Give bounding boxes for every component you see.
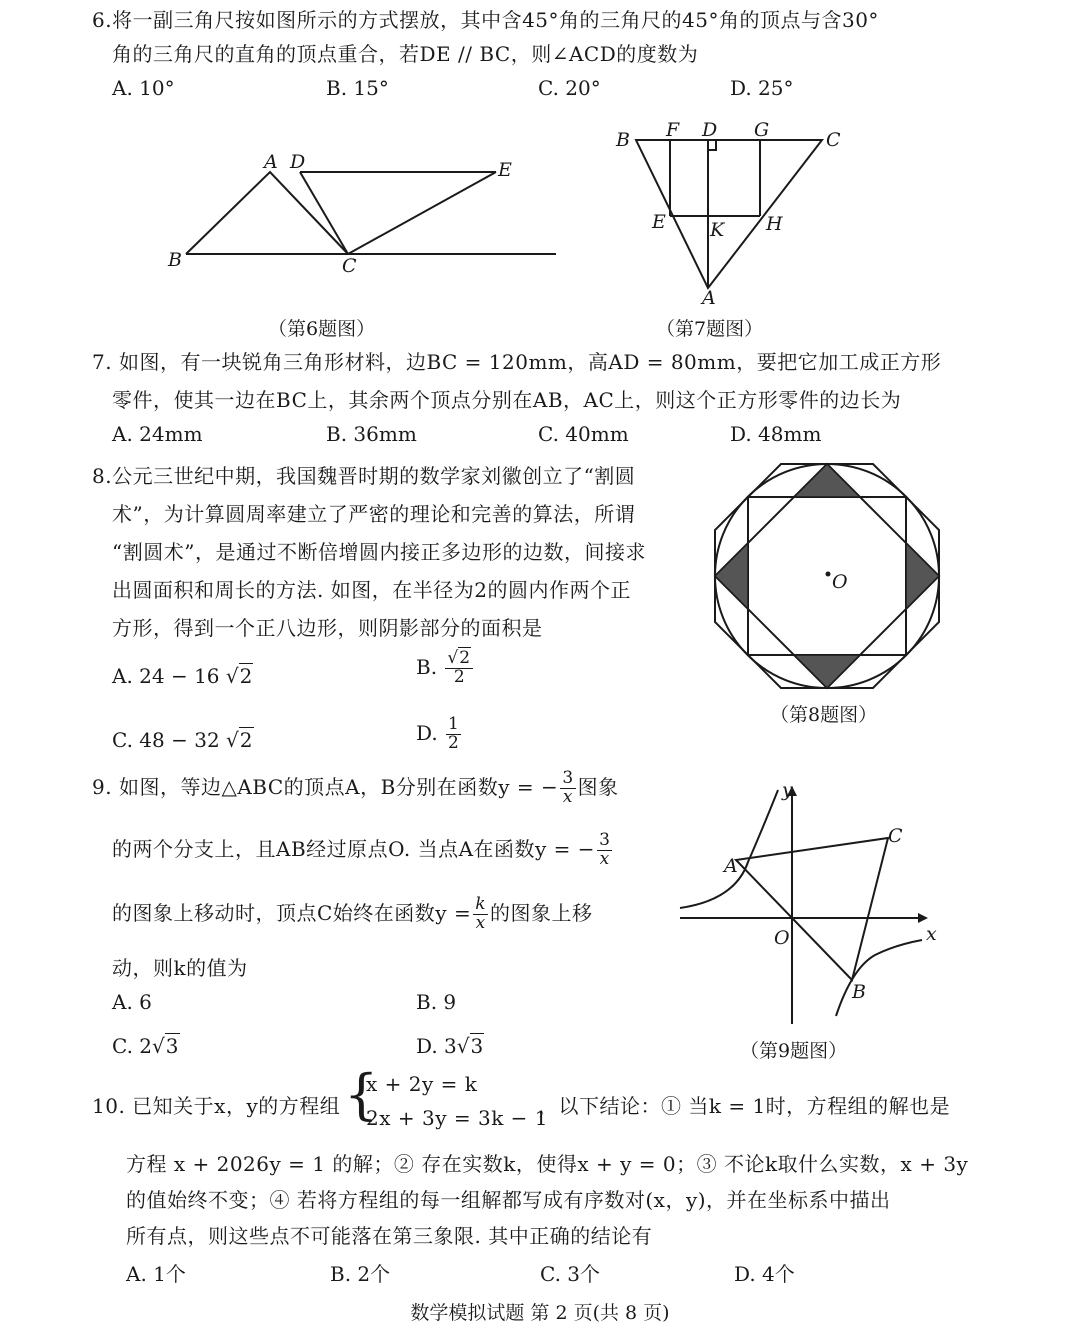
fig7-label-d: D — [702, 119, 718, 141]
fig7-label-c: C — [826, 129, 841, 151]
q9-line2-numerator: 3 — [599, 830, 611, 850]
q8-option-c-sqrt: √2 — [226, 728, 253, 752]
fig7-caption: （第7题图） — [656, 318, 764, 340]
q8-option-b-radicand: 2 — [459, 648, 471, 668]
q9-option-d — [416, 1034, 484, 1058]
q8-option-b — [416, 650, 475, 687]
q8-option-d-fraction — [446, 716, 461, 753]
q7-option-b: B. 36mm — [326, 422, 417, 446]
q7-option-a: A. 24mm — [112, 422, 203, 446]
q9-line2-denominator: x — [599, 848, 610, 869]
fig9-label-a: A — [724, 855, 738, 877]
q8-option-a-sqrt: √2 — [225, 664, 253, 688]
fig8-center-point — [826, 572, 831, 577]
fig8-shade-bottom — [794, 655, 860, 688]
q8-option-a-radicand: 2 — [239, 664, 253, 688]
q6-option-b: B. 15° — [326, 76, 389, 100]
q8-option-c-text: C. 48 − 32 — [112, 728, 220, 752]
fig6-line-ec — [348, 172, 496, 254]
q9-line2-fraction — [597, 832, 612, 869]
q9-line2-text: 的两个分支上，且AB经过原点O. 当点A在函数y = − — [112, 836, 596, 861]
q10-system-brace: { — [344, 1063, 379, 1126]
q10-equation-1: x + 2y = k — [366, 1072, 478, 1096]
q7-line1: 7. 如图，有一块锐角三角形材料，边BC = 120mm，高AD = 80mm，要把它加工成正方形 — [92, 350, 942, 374]
figure-9 — [680, 790, 922, 1024]
q10-equation-2: 2x + 3y = 3k − 1 — [366, 1106, 549, 1130]
fig8-shade-left — [715, 543, 748, 609]
fig9-x-arrow — [918, 913, 928, 923]
fig6-label-e: E — [498, 159, 512, 181]
q8-option-d-numerator: 1 — [448, 714, 459, 734]
fig6-caption: （第6题图） — [268, 318, 376, 340]
fig7-label-f: F — [666, 119, 680, 141]
q9-option-d-text: D. 3 — [416, 1034, 457, 1058]
q8-option-d — [416, 716, 463, 753]
q8-option-b-fraction — [445, 650, 473, 687]
q9-option-c-text: C. 2 — [112, 1034, 153, 1058]
q8-option-a — [112, 664, 253, 688]
fig7-label-g: G — [754, 119, 770, 141]
q8-line3: “割圆术”，是通过不断倍增圆内接正多边形的边数，间接求 — [112, 540, 646, 564]
figure-6 — [186, 172, 556, 254]
q10-line2: 方程 x + 2026y = 1 的解；② 存在实数k，使得x + y = 0；③ 不论k取什么实数，x + 3y — [126, 1152, 969, 1176]
fig8-shade-top — [794, 464, 860, 497]
fig7-right-angle — [708, 140, 716, 150]
q6-option-c: C. 20° — [538, 76, 601, 100]
q10-option-d: D. 4个 — [734, 1262, 795, 1286]
q8-option-d-denominator: 2 — [448, 732, 459, 753]
fig8-caption: （第8题图） — [770, 704, 878, 726]
q9-line1-numerator: 3 — [562, 768, 574, 788]
q9-option-d-radicand: 3 — [470, 1034, 484, 1058]
q10-option-a: A. 1个 — [126, 1262, 186, 1286]
q8-option-d-text: D. — [416, 720, 438, 745]
fig7-label-k: K — [710, 219, 725, 241]
fig6-line-dc — [300, 172, 348, 254]
q8-option-b-denominator: 2 — [453, 666, 465, 687]
q9-line1-fraction — [560, 770, 575, 807]
q9-line3-denominator: x — [475, 912, 486, 933]
q9-line3 — [112, 896, 593, 933]
q8-option-b-text: B. — [416, 654, 438, 679]
q9-option-c — [112, 1034, 180, 1058]
fig6-label-a: A — [264, 151, 278, 173]
q8-option-a-text: A. 24 − 16 — [112, 664, 220, 688]
q9-line1-text: 9. 如图，等边△ABC的顶点A，B分别在函数y = − — [92, 774, 559, 799]
page-footer: 数学模拟试题 第 2 页(共 8 页) — [410, 1302, 670, 1324]
q8-line1: 8.公元三世纪中期，我国魏晋时期的数学家刘徽创立了“割圆 — [92, 464, 636, 488]
fig6-label-b: B — [168, 249, 182, 271]
q7-option-d: D. 48mm — [730, 422, 822, 446]
fig9-branch-left — [680, 790, 778, 908]
q9-line3-numerator: k — [475, 894, 487, 914]
q8-line2: 术”，为计算圆周率建立了严密的理论和完善的算法，所谓 — [112, 502, 636, 526]
q6-line1: 6.将一副三角尺按如图所示的方式摆放，其中含45°角的三角尺的45°角的顶点与含30° — [92, 8, 879, 32]
q8-option-c-radicand: 2 — [239, 728, 253, 752]
fig6-label-d: D — [290, 151, 306, 173]
fig8-label-o: O — [832, 571, 848, 593]
q9-line1-suffix: 图象 — [577, 774, 619, 799]
q9-line3-text: 的图象上移动时，顶点C始终在函数y = — [112, 900, 472, 925]
q8-line5: 方形，得到一个正八边形，则阴影部分的面积是 — [112, 616, 543, 640]
fig9-label-o: O — [774, 927, 790, 949]
q10-line1-prefix: 10. 已知关于x，y的方程组 — [92, 1094, 341, 1118]
q9-line4: 动，则k的值为 — [112, 956, 248, 980]
fig9-label-c: C — [888, 825, 903, 847]
fig7-label-a: A — [702, 287, 716, 309]
fig9-label-b: B — [852, 981, 866, 1003]
q8-option-b-numerator: √2 — [445, 650, 473, 669]
q9-line3-fraction — [473, 896, 488, 933]
q10-line4: 所有点，则这些点不可能落在第三象限. 其中正确的结论有 — [126, 1224, 653, 1248]
q9-option-d-sqrt: √3 — [456, 1034, 484, 1058]
q9-option-c-sqrt: √3 — [152, 1034, 179, 1058]
q9-option-a: A. 6 — [112, 990, 152, 1014]
fig7-label-e: E — [652, 211, 666, 233]
q7-line2: 零件，使其一边在BC上，其余两个顶点分别在AB，AC上，则这个正方形零件的边长为 — [112, 388, 902, 412]
q10-line3: 的值始终不变；④ 若将方程组的每一组解都写成有序数对(x，y)，并在坐标系中描出 — [126, 1188, 891, 1212]
fig9-triangle-abc — [736, 838, 888, 980]
q6-option-d: D. 25° — [730, 76, 794, 100]
q9-line1 — [92, 770, 619, 807]
fig9-label-x: x — [926, 923, 937, 945]
q10-option-c: C. 3个 — [540, 1262, 601, 1286]
q6-line2: 角的三角尺的直角的顶点重合，若DE // BC，则∠ACD的度数为 — [112, 42, 699, 66]
q6-option-a: A. 10° — [112, 76, 175, 100]
fig7-label-b: B — [616, 129, 630, 151]
q8-line4: 出圆面积和周长的方法. 如图，在半径为2的圆内作两个正 — [112, 578, 631, 602]
q9-option-b: B. 9 — [416, 990, 457, 1014]
q9-line2 — [112, 832, 614, 869]
fig6-label-c: C — [342, 255, 357, 277]
q9-line1-denominator: x — [562, 786, 574, 807]
fig8-shade-right — [906, 543, 939, 609]
q9-option-c-radicand: 3 — [165, 1034, 179, 1058]
q10-option-b: B. 2个 — [330, 1262, 391, 1286]
fig7-label-h: H — [766, 213, 783, 235]
q10-line1-suffix: ，以下结论：① 当k = 1时，方程组的解也是 — [538, 1094, 951, 1118]
fig9-caption: （第9题图） — [740, 1040, 848, 1062]
fig9-label-y: y — [782, 779, 793, 801]
q8-option-c — [112, 728, 254, 752]
q7-option-c: C. 40mm — [538, 422, 629, 446]
q9-line3-suffix: 的图象上移 — [490, 900, 593, 925]
